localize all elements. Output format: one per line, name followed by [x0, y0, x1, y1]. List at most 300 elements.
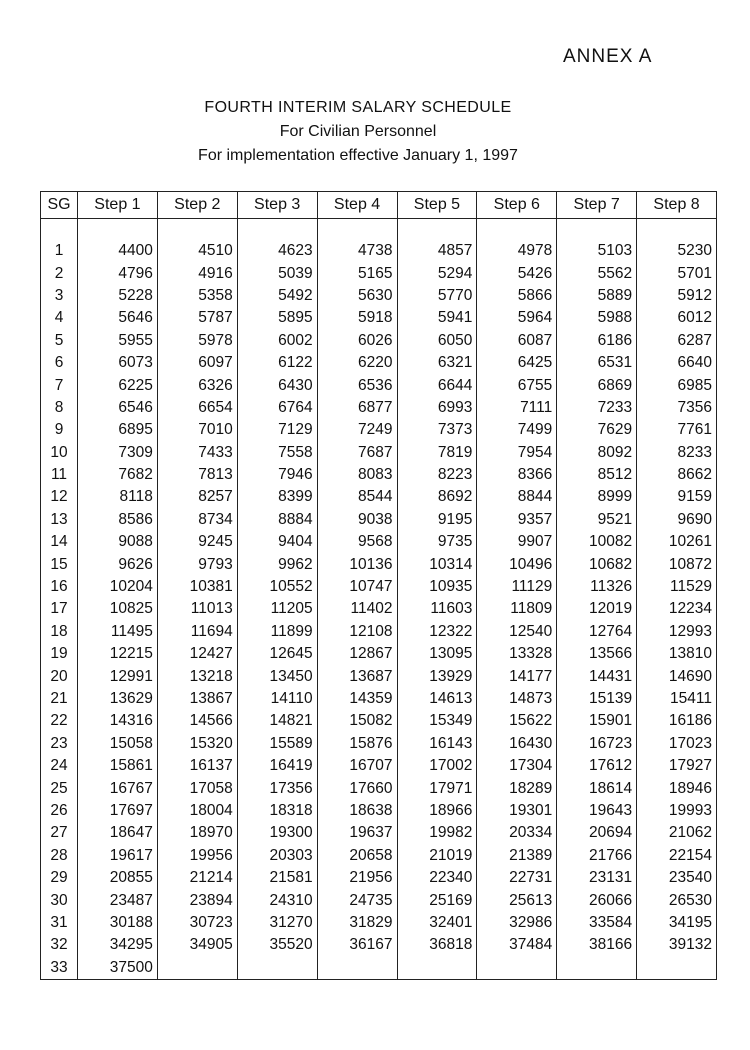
table-row [41, 665, 717, 687]
salary-grade-cell: 15 [41, 553, 78, 575]
salary-grade-cell: 9 [41, 419, 78, 441]
step-3-cell: 9404 [237, 531, 317, 553]
step-7-cell: 13566 [557, 643, 637, 665]
step-8-cell: 22154 [637, 845, 717, 867]
step-2-cell: 6654 [157, 397, 237, 419]
step-2-cell: 21214 [157, 867, 237, 889]
salary-grade-cell: 2 [41, 262, 78, 284]
step-7-cell: 6186 [557, 330, 637, 352]
table-header-row [41, 192, 717, 219]
step-5-cell: 8223 [397, 464, 477, 486]
step-7-cell: 12019 [557, 598, 637, 620]
table-row [41, 867, 717, 889]
step-6-cell [477, 957, 557, 980]
step-1-cell: 9626 [78, 553, 158, 575]
table-row [41, 240, 717, 262]
step-8-cell: 12993 [637, 621, 717, 643]
table-row [41, 397, 717, 419]
step-4-cell [317, 957, 397, 980]
salary-grade-cell: 24 [41, 755, 78, 777]
step-7-cell: 23131 [557, 867, 637, 889]
step-1-cell: 19617 [78, 845, 158, 867]
step-1-cell: 10204 [78, 576, 158, 598]
step-4-cell: 5918 [317, 307, 397, 329]
table-row [41, 576, 717, 598]
step-5-cell: 13929 [397, 665, 477, 687]
step-7-cell: 11326 [557, 576, 637, 598]
step-6-cell: 13328 [477, 643, 557, 665]
step-1-cell: 37500 [78, 957, 158, 980]
step-1-cell: 12215 [78, 643, 158, 665]
step-7-cell: 8092 [557, 442, 637, 464]
step-8-cell: 19993 [637, 800, 717, 822]
step-8-cell: 8233 [637, 442, 717, 464]
step-8-cell: 15411 [637, 688, 717, 710]
table-row [41, 486, 717, 508]
salary-grade-cell: 5 [41, 330, 78, 352]
salary-grade-cell: 13 [41, 509, 78, 531]
step-7-cell: 10082 [557, 531, 637, 553]
step-6-cell: 37484 [477, 934, 557, 956]
salary-grade-cell: 4 [41, 307, 78, 329]
table-row [41, 352, 717, 374]
step-8-cell: 12234 [637, 598, 717, 620]
step-8-cell: 23540 [637, 867, 717, 889]
salary-grade-cell: 10 [41, 442, 78, 464]
step-5-cell: 19982 [397, 822, 477, 844]
step-2-cell: 23894 [157, 889, 237, 911]
table-row [41, 330, 717, 352]
step-7-cell: 21766 [557, 845, 637, 867]
step-8-cell: 7761 [637, 419, 717, 441]
step-5-cell: 13095 [397, 643, 477, 665]
step-5-cell: 4857 [397, 240, 477, 262]
salary-grade-cell: 26 [41, 800, 78, 822]
step-7-cell: 20694 [557, 822, 637, 844]
schedule-title-block [0, 96, 716, 168]
step-6-cell: 11129 [477, 576, 557, 598]
step-7-cell: 26066 [557, 889, 637, 911]
step-8-cell: 9690 [637, 509, 717, 531]
step-3-cell: 11899 [237, 621, 317, 643]
step-1-cell: 6225 [78, 374, 158, 396]
step-1-cell: 7682 [78, 464, 158, 486]
salary-grade-cell: 30 [41, 889, 78, 911]
step-1-cell: 15861 [78, 755, 158, 777]
table-spacer-row [41, 219, 717, 241]
step-2-cell: 15320 [157, 733, 237, 755]
step-7-cell: 15139 [557, 688, 637, 710]
step-2-cell: 6326 [157, 374, 237, 396]
step-1-cell: 8586 [78, 509, 158, 531]
step-3-cell: 14110 [237, 688, 317, 710]
step-2-cell: 5787 [157, 307, 237, 329]
annex-label: ANNEX A [563, 46, 653, 67]
step-3-cell: 4623 [237, 240, 317, 262]
table-row [41, 531, 717, 553]
step-5-cell: 9195 [397, 509, 477, 531]
step-1-cell: 20855 [78, 867, 158, 889]
step-3-cell: 6122 [237, 352, 317, 374]
step-8-cell: 6012 [637, 307, 717, 329]
step-8-cell: 6640 [637, 352, 717, 374]
step-2-cell: 19956 [157, 845, 237, 867]
step-2-cell: 18970 [157, 822, 237, 844]
step-4-cell: 17660 [317, 777, 397, 799]
step-4-cell: 16707 [317, 755, 397, 777]
step-6-cell: 14873 [477, 688, 557, 710]
step-2-cell: 13867 [157, 688, 237, 710]
step-4-cell: 9038 [317, 509, 397, 531]
step-6-cell: 10496 [477, 553, 557, 575]
step-8-cell: 13810 [637, 643, 717, 665]
step-4-cell: 9568 [317, 531, 397, 553]
step-1-cell: 6546 [78, 397, 158, 419]
step-8-cell: 10872 [637, 553, 717, 575]
table-row [41, 419, 717, 441]
step-6-cell: 14177 [477, 665, 557, 687]
step-6-cell: 15622 [477, 710, 557, 732]
step-8-cell: 16186 [637, 710, 717, 732]
salary-grade-cell: 20 [41, 665, 78, 687]
salary-grade-cell: 28 [41, 845, 78, 867]
step-3-cell: 21581 [237, 867, 317, 889]
step-5-cell: 10935 [397, 576, 477, 598]
step-4-cell: 8544 [317, 486, 397, 508]
step-2-cell: 8734 [157, 509, 237, 531]
salary-grade-cell: 12 [41, 486, 78, 508]
step-3-cell: 20303 [237, 845, 317, 867]
step-7-cell: 18614 [557, 777, 637, 799]
step-6-cell: 22731 [477, 867, 557, 889]
step-8-cell: 18946 [637, 777, 717, 799]
step-4-cell: 5165 [317, 262, 397, 284]
table-row [41, 374, 717, 396]
step-4-cell: 6877 [317, 397, 397, 419]
table-row [41, 912, 717, 934]
step-5-cell [397, 957, 477, 980]
step-7-cell: 5103 [557, 240, 637, 262]
step-3-cell: 7129 [237, 419, 317, 441]
step-5-cell: 15349 [397, 710, 477, 732]
step-7-cell [557, 957, 637, 980]
header-step-3: Step 3 [237, 192, 317, 219]
table-row [41, 553, 717, 575]
step-6-cell: 18289 [477, 777, 557, 799]
step-4-cell: 10136 [317, 553, 397, 575]
table-row [41, 957, 717, 980]
step-4-cell: 12108 [317, 621, 397, 643]
salary-grade-cell: 27 [41, 822, 78, 844]
step-6-cell: 6755 [477, 374, 557, 396]
step-1-cell: 10825 [78, 598, 158, 620]
header-step-2: Step 2 [157, 192, 237, 219]
step-2-cell: 11013 [157, 598, 237, 620]
table-row [41, 442, 717, 464]
step-5-cell: 5294 [397, 262, 477, 284]
step-4-cell: 12867 [317, 643, 397, 665]
step-8-cell: 14690 [637, 665, 717, 687]
step-8-cell: 5701 [637, 262, 717, 284]
table-body [41, 219, 717, 980]
step-1-cell: 30188 [78, 912, 158, 934]
schedule-effective-date: For implementation effective January 1, 1997 [198, 147, 518, 164]
step-6-cell: 7954 [477, 442, 557, 464]
step-1-cell: 16767 [78, 777, 158, 799]
step-4-cell: 14359 [317, 688, 397, 710]
step-1-cell: 4400 [78, 240, 158, 262]
step-8-cell: 11529 [637, 576, 717, 598]
table-row [41, 889, 717, 911]
step-3-cell: 12645 [237, 643, 317, 665]
step-4-cell: 7687 [317, 442, 397, 464]
step-8-cell: 17023 [637, 733, 717, 755]
step-1-cell: 5955 [78, 330, 158, 352]
step-7-cell: 8512 [557, 464, 637, 486]
salary-grade-cell: 6 [41, 352, 78, 374]
step-7-cell: 9521 [557, 509, 637, 531]
step-7-cell: 33584 [557, 912, 637, 934]
step-1-cell: 8118 [78, 486, 158, 508]
step-2-cell: 12427 [157, 643, 237, 665]
step-8-cell: 17927 [637, 755, 717, 777]
table-row [41, 643, 717, 665]
step-6-cell: 7111 [477, 397, 557, 419]
salary-grade-cell: 3 [41, 285, 78, 307]
salary-grade-cell: 17 [41, 598, 78, 620]
step-2-cell: 5978 [157, 330, 237, 352]
table-row [41, 777, 717, 799]
step-1-cell: 12991 [78, 665, 158, 687]
step-6-cell: 20334 [477, 822, 557, 844]
step-2-cell: 16137 [157, 755, 237, 777]
salary-grade-cell: 7 [41, 374, 78, 396]
step-8-cell: 39132 [637, 934, 717, 956]
salary-grade-cell: 31 [41, 912, 78, 934]
salary-grade-cell: 29 [41, 867, 78, 889]
step-6-cell: 32986 [477, 912, 557, 934]
step-6-cell: 5866 [477, 285, 557, 307]
step-3-cell: 8399 [237, 486, 317, 508]
step-4-cell: 6026 [317, 330, 397, 352]
step-1-cell: 11495 [78, 621, 158, 643]
step-1-cell: 23487 [78, 889, 158, 911]
step-3-cell: 7946 [237, 464, 317, 486]
step-4-cell: 15876 [317, 733, 397, 755]
header-sg: SG [41, 192, 78, 219]
step-4-cell: 13687 [317, 665, 397, 687]
step-2-cell: 13218 [157, 665, 237, 687]
step-3-cell: 6764 [237, 397, 317, 419]
step-1-cell: 14316 [78, 710, 158, 732]
step-3-cell: 35520 [237, 934, 317, 956]
step-8-cell: 10261 [637, 531, 717, 553]
step-5-cell: 12322 [397, 621, 477, 643]
step-4-cell: 18638 [317, 800, 397, 822]
step-1-cell: 15058 [78, 733, 158, 755]
step-2-cell [157, 957, 237, 980]
step-5-cell: 7373 [397, 419, 477, 441]
step-3-cell: 11205 [237, 598, 317, 620]
step-3-cell: 31270 [237, 912, 317, 934]
step-5-cell: 14613 [397, 688, 477, 710]
step-5-cell: 21019 [397, 845, 477, 867]
schedule-subtitle: For Civilian Personnel [279, 123, 437, 140]
step-8-cell: 6287 [637, 330, 717, 352]
step-7-cell: 6869 [557, 374, 637, 396]
step-3-cell: 7558 [237, 442, 317, 464]
step-2-cell: 7813 [157, 464, 237, 486]
step-3-cell: 14821 [237, 710, 317, 732]
step-3-cell: 15589 [237, 733, 317, 755]
step-7-cell: 19643 [557, 800, 637, 822]
step-7-cell: 17612 [557, 755, 637, 777]
step-4-cell: 24735 [317, 889, 397, 911]
step-6-cell: 25613 [477, 889, 557, 911]
step-8-cell: 9159 [637, 486, 717, 508]
table-row [41, 285, 717, 307]
table-row [41, 621, 717, 643]
header-step-5: Step 5 [397, 192, 477, 219]
salary-grade-cell: 22 [41, 710, 78, 732]
table-row [41, 688, 717, 710]
step-1-cell: 34295 [78, 934, 158, 956]
step-6-cell: 6425 [477, 352, 557, 374]
step-4-cell: 6220 [317, 352, 397, 374]
salary-grade-cell: 19 [41, 643, 78, 665]
step-6-cell: 12540 [477, 621, 557, 643]
step-5-cell: 16143 [397, 733, 477, 755]
step-5-cell: 10314 [397, 553, 477, 575]
step-3-cell: 9962 [237, 553, 317, 575]
table-row [41, 822, 717, 844]
step-1-cell: 4796 [78, 262, 158, 284]
step-3-cell: 6430 [237, 374, 317, 396]
step-5-cell: 5770 [397, 285, 477, 307]
step-5-cell: 17002 [397, 755, 477, 777]
step-4-cell: 11402 [317, 598, 397, 620]
step-2-cell: 6097 [157, 352, 237, 374]
step-3-cell: 19300 [237, 822, 317, 844]
step-6-cell: 5426 [477, 262, 557, 284]
step-5-cell: 6321 [397, 352, 477, 374]
step-2-cell: 30723 [157, 912, 237, 934]
step-3-cell: 17356 [237, 777, 317, 799]
step-7-cell: 10682 [557, 553, 637, 575]
step-6-cell: 17304 [477, 755, 557, 777]
step-7-cell: 5889 [557, 285, 637, 307]
step-8-cell: 7356 [637, 397, 717, 419]
salary-grade-cell: 25 [41, 777, 78, 799]
step-8-cell: 26530 [637, 889, 717, 911]
table-row [41, 598, 717, 620]
step-2-cell: 4510 [157, 240, 237, 262]
step-5-cell: 32401 [397, 912, 477, 934]
step-8-cell [637, 957, 717, 980]
table-row [41, 464, 717, 486]
table-row [41, 733, 717, 755]
header-step-7: Step 7 [557, 192, 637, 219]
step-2-cell: 7010 [157, 419, 237, 441]
step-3-cell: 5492 [237, 285, 317, 307]
step-4-cell: 6536 [317, 374, 397, 396]
step-5-cell: 6644 [397, 374, 477, 396]
table-row [41, 262, 717, 284]
step-7-cell: 6531 [557, 352, 637, 374]
step-7-cell: 16723 [557, 733, 637, 755]
step-7-cell: 5988 [557, 307, 637, 329]
step-4-cell: 15082 [317, 710, 397, 732]
step-3-cell: 10552 [237, 576, 317, 598]
schedule-title: FOURTH INTERIM SALARY SCHEDULE [204, 99, 512, 116]
step-7-cell: 15901 [557, 710, 637, 732]
step-2-cell: 7433 [157, 442, 237, 464]
salary-grade-cell: 8 [41, 397, 78, 419]
step-3-cell: 5895 [237, 307, 317, 329]
step-3-cell: 5039 [237, 262, 317, 284]
table-row [41, 800, 717, 822]
table-row [41, 307, 717, 329]
step-8-cell: 5912 [637, 285, 717, 307]
step-3-cell [237, 957, 317, 980]
step-8-cell: 6985 [637, 374, 717, 396]
header-step-1: Step 1 [78, 192, 158, 219]
step-5-cell: 5941 [397, 307, 477, 329]
step-5-cell: 36818 [397, 934, 477, 956]
step-5-cell: 9735 [397, 531, 477, 553]
step-2-cell: 10381 [157, 576, 237, 598]
step-2-cell: 34905 [157, 934, 237, 956]
salary-grade-cell: 16 [41, 576, 78, 598]
table-row [41, 710, 717, 732]
step-2-cell: 5358 [157, 285, 237, 307]
step-5-cell: 8692 [397, 486, 477, 508]
step-2-cell: 18004 [157, 800, 237, 822]
step-7-cell: 14431 [557, 665, 637, 687]
step-5-cell: 11603 [397, 598, 477, 620]
step-3-cell: 8884 [237, 509, 317, 531]
step-1-cell: 6073 [78, 352, 158, 374]
step-1-cell: 9088 [78, 531, 158, 553]
step-5-cell: 22340 [397, 867, 477, 889]
step-2-cell: 8257 [157, 486, 237, 508]
step-4-cell: 31829 [317, 912, 397, 934]
table-row [41, 509, 717, 531]
step-7-cell: 12764 [557, 621, 637, 643]
step-6-cell: 21389 [477, 845, 557, 867]
step-5-cell: 25169 [397, 889, 477, 911]
table-row [41, 755, 717, 777]
step-3-cell: 16419 [237, 755, 317, 777]
salary-schedule-table [40, 191, 717, 980]
step-1-cell: 18647 [78, 822, 158, 844]
step-6-cell: 7499 [477, 419, 557, 441]
table-row [41, 845, 717, 867]
step-1-cell: 5228 [78, 285, 158, 307]
step-6-cell: 5964 [477, 307, 557, 329]
step-8-cell: 8662 [637, 464, 717, 486]
step-6-cell: 19301 [477, 800, 557, 822]
step-3-cell: 18318 [237, 800, 317, 822]
step-5-cell: 18966 [397, 800, 477, 822]
step-6-cell: 8844 [477, 486, 557, 508]
step-4-cell: 4738 [317, 240, 397, 262]
step-8-cell: 21062 [637, 822, 717, 844]
step-1-cell: 6895 [78, 419, 158, 441]
step-7-cell: 38166 [557, 934, 637, 956]
step-2-cell: 9245 [157, 531, 237, 553]
step-6-cell: 8366 [477, 464, 557, 486]
